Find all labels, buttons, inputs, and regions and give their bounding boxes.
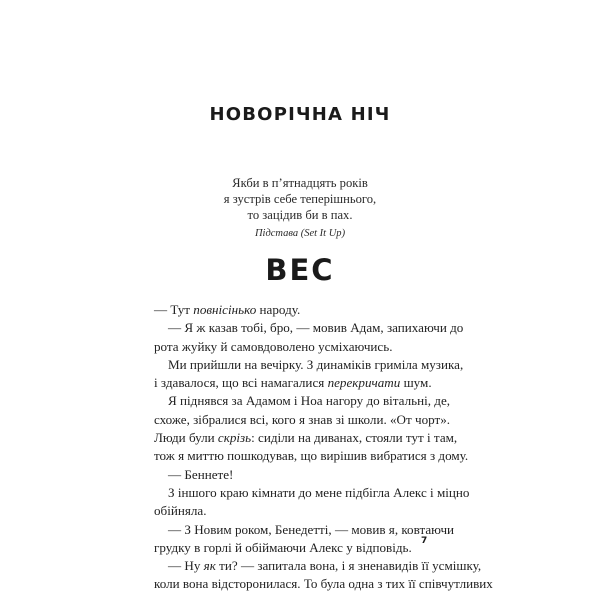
text-run: народу.	[256, 302, 301, 317]
body-line	[154, 575, 493, 593]
text-run: Ми прийшли на вечірку. З динаміків гриміла музика,	[168, 356, 464, 372]
text-run: ти? — запитала вона, і я зненавидів її усмішку,	[215, 558, 482, 574]
epigraph-line: Якби в п’ятнадцять років	[232, 176, 368, 190]
emphasis-text: скрізь	[217, 430, 252, 446]
epigraph-source-title: Підстава	[254, 228, 299, 239]
body-line	[154, 539, 444, 557]
text-run: — Ну	[168, 558, 204, 574]
body-line	[154, 502, 444, 520]
emphasis-text: перекричати	[327, 375, 401, 391]
epigraph	[0, 175, 600, 242]
body-line	[154, 447, 469, 465]
text-run: — Я ж казав тобі, бро, — мовив Адам, запихаючи до	[168, 320, 464, 336]
body-line	[154, 374, 444, 392]
body-line	[154, 466, 444, 484]
text-run: — З Новим роком, Бенедетті, — мовив я, ковтаючи	[168, 521, 455, 537]
body-line	[154, 319, 464, 337]
body-line	[154, 521, 455, 539]
body-line	[154, 301, 444, 319]
text-run: тож я миттю пошкодував, що вирішив вибратися з дому.	[154, 448, 469, 464]
text-run: рота жуйку й самовдоволено усміхаючись.	[154, 338, 393, 354]
text-run: — Тут	[154, 302, 194, 317]
text-run: З іншого краю кімнати до мене підбігла Алекс і міцно	[168, 484, 470, 500]
body-line	[154, 392, 451, 410]
emphasis-text: повнісінько	[193, 302, 257, 317]
text-run: шум.	[400, 375, 432, 391]
body-line	[154, 338, 444, 356]
body-line	[154, 484, 470, 502]
body-text	[154, 301, 493, 594]
chapter-title: НОВОРІЧНА НІЧ	[209, 104, 391, 125]
text-run: — Беннете!	[168, 466, 234, 482]
text-run: і здавалося, що всі намагалися	[154, 375, 328, 391]
epigraph-line: то зацідив би в пах.	[247, 208, 353, 222]
epigraph-source-original: Set It Up	[304, 228, 342, 239]
body-line	[154, 411, 451, 429]
body-line	[154, 557, 482, 575]
text-run: : сиділи на диванах, стояли тут і там,	[251, 430, 458, 446]
body-line	[154, 429, 458, 447]
text-run: Люди були	[154, 430, 218, 446]
text-run: грудку в горлі й обіймаючи Алекс у відповідь.	[154, 539, 412, 555]
text-run: коли вона відсторонилася. То була одна з тих її співчутливих	[154, 576, 493, 592]
page-number: 7	[421, 536, 428, 546]
emphasis-text: як	[203, 558, 216, 574]
text-run: схоже, зібралися всі, кого я знав зі школи. «От чорт».	[154, 411, 451, 427]
epigraph-line: я зустрів себе теперішнього,	[223, 192, 377, 206]
body-line	[154, 356, 464, 374]
narrator-heading: ВЕС	[265, 253, 335, 287]
epigraph-source: Підстава (Set It Up)	[254, 228, 346, 239]
text-run: Я піднявся за Адамом і Ноа нагору до вітальні, де,	[168, 393, 451, 409]
text-run: обійняла.	[154, 503, 207, 519]
